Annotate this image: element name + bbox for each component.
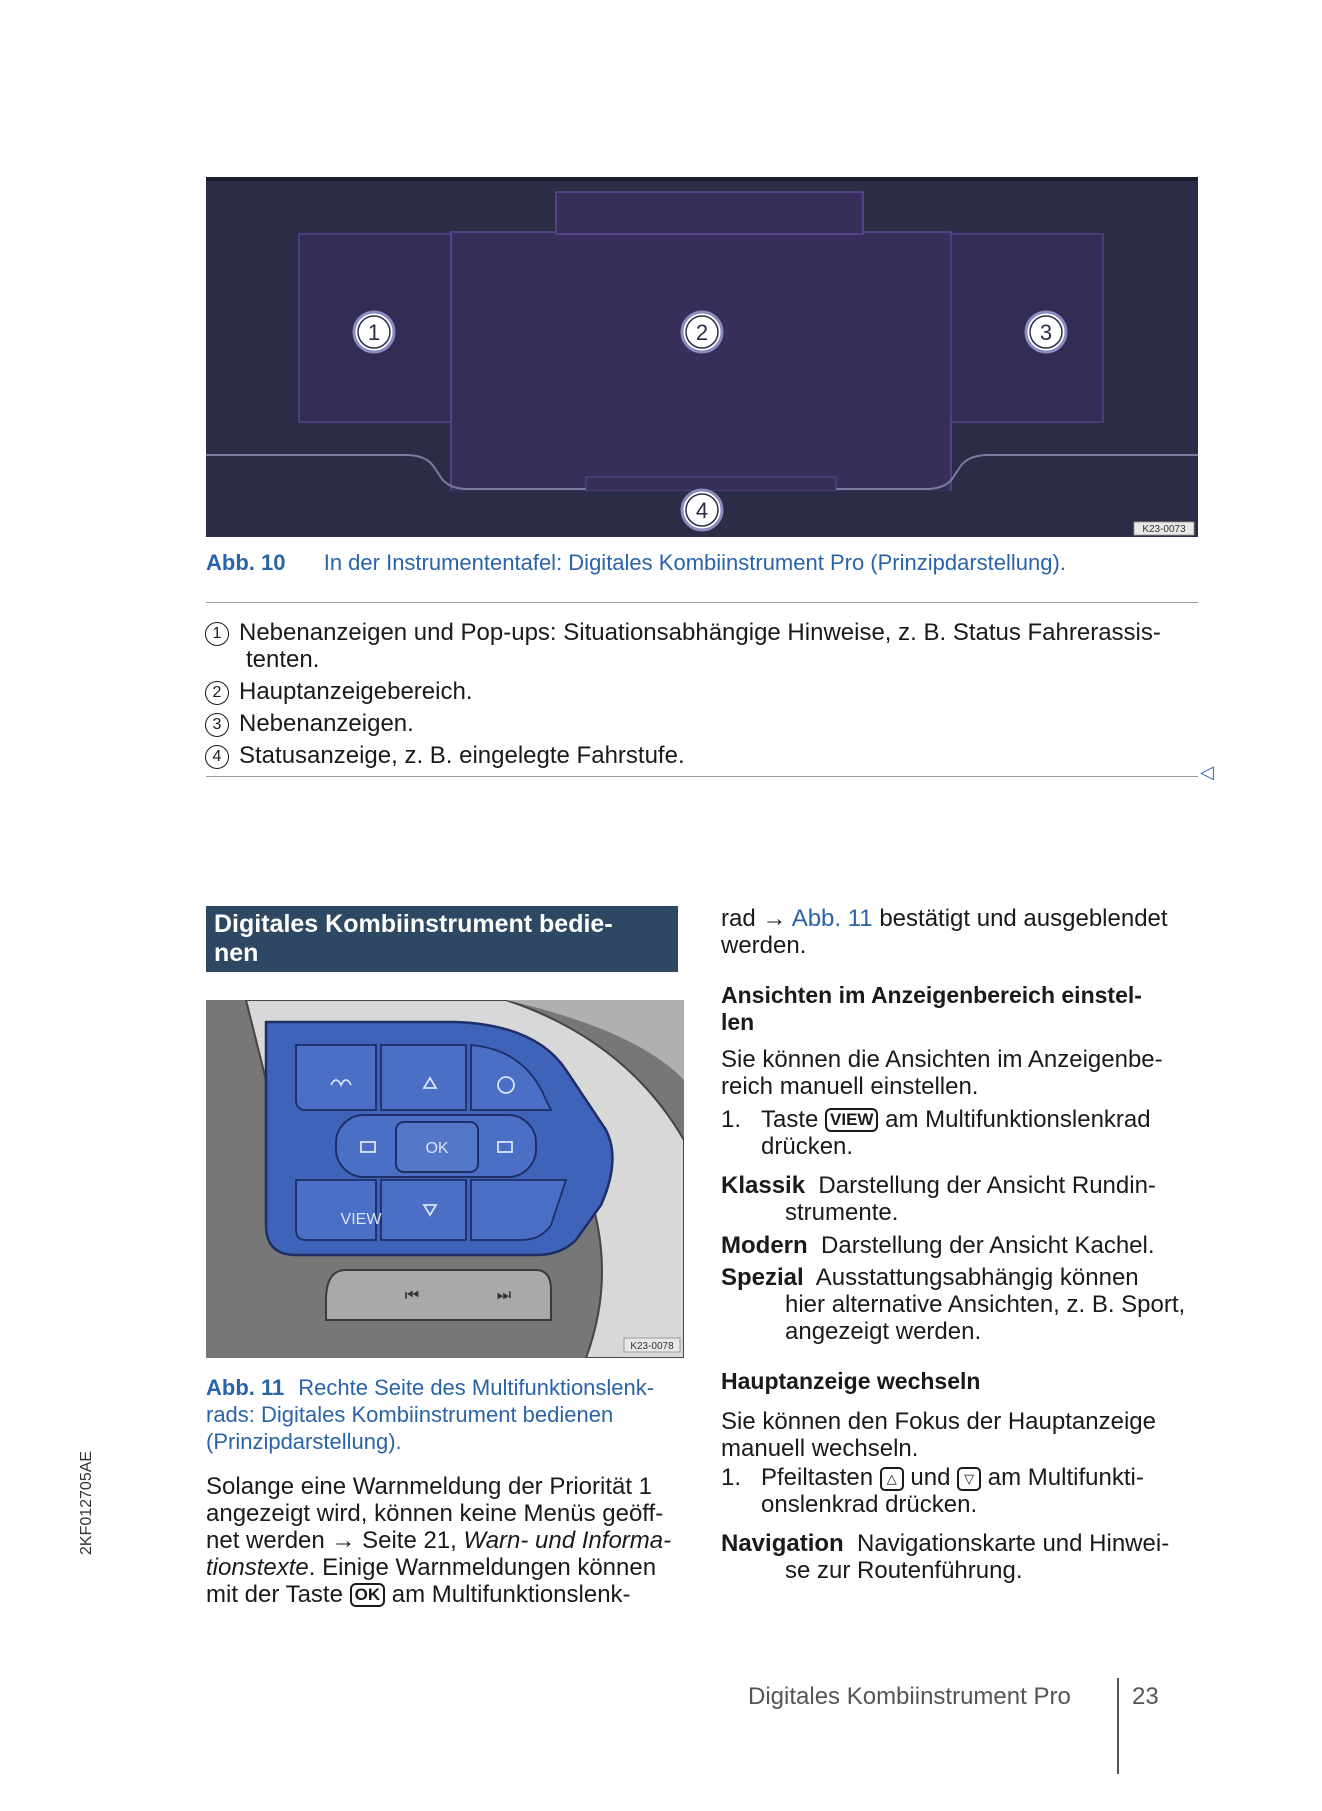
figure-10-code: K23-0073 <box>1142 524 1186 535</box>
legend-item-1: 1 Nebenanzeigen und Pop-ups: Situationsabhängige Hinweise, z. B. Status Fahrerassis- <box>205 619 1161 646</box>
legend-item-1-cont: tenten. <box>246 646 320 673</box>
legend-item-3: 3 Nebenanzeigen. <box>205 710 414 737</box>
svg-text:3: 3 <box>1039 320 1053 345</box>
figure-10-caption-text: In der Instrumententafel: Digitales Kombiinstrument Pro (Prinzipdarstellung). <box>323 550 1066 575</box>
paragraph-hauptanzeige: Sie können den Fokus der Hauptanzeige manuell wechseln. <box>721 1408 1156 1462</box>
def-navigation: Navigation Navigationskarte und Hinwei- se zur Routenführung. <box>721 1530 1170 1584</box>
legend-number-2: 2 <box>205 681 229 705</box>
def-spezial: Spezial Ausstattungsabhängig können hier alternative Ansichten, z. B. Sport, angezeigt werden. <box>721 1264 1186 1345</box>
svg-text:2: 2 <box>695 320 709 345</box>
step-arrows: 1. Pfeiltasten △ und ▽ am Multifunkti- onslenkrad drücken. <box>721 1464 1144 1518</box>
figure-10-cluster <box>206 177 1198 537</box>
def-klassik: Klassik Darstellung der Ansicht Rundin- strumente. <box>721 1172 1156 1226</box>
callout-4 <box>682 490 722 530</box>
section-heading: Digitales Kombiinstrument bedie- nen <box>206 906 678 972</box>
side-document-code: 2KF012705AE <box>78 1450 95 1555</box>
callout-3 <box>1026 312 1066 352</box>
def-modern: Modern Darstellung der Ansicht Kachel. <box>721 1232 1155 1259</box>
legend-number-1: 1 <box>205 622 229 646</box>
figure-11-caption: Abb. 11 Rechte Seite des Multifunktionslenk- rads: Digitales Kombiinstrument bedienen (Prinzipdarstellung). <box>206 1375 655 1454</box>
svg-text:4: 4 <box>695 498 709 523</box>
next-icon: ⏭ <box>496 1287 512 1304</box>
callout-2 <box>682 312 722 352</box>
link-abb-11[interactable]: Abb. 11 <box>791 905 873 932</box>
up-key-icon: △ <box>880 1467 904 1491</box>
view-key-icon: VIEW <box>825 1108 878 1132</box>
callout-1 <box>354 312 394 352</box>
divider-bottom <box>206 776 1198 777</box>
end-marker: ◁ <box>1200 762 1214 782</box>
footer-divider <box>1117 1678 1119 1774</box>
view-button-label: VIEW <box>340 1211 382 1228</box>
figure-11-code: K23-0078 <box>630 1341 674 1352</box>
footer-title: Digitales Kombiinstrument Pro <box>748 1683 1071 1710</box>
figure-10-label: Abb. 10 <box>206 550 286 575</box>
previous-icon: ⏮ <box>404 1287 420 1304</box>
left-body-text: Solange eine Warnmeldung der Priorität 1 angezeigt wird, können keine Menüs geöff- net werden → Seite 21, Warn- und Informa- tionstexte. Einige Warnmeldungen können mit der Taste OK am Multifunktionslenk- <box>206 1473 672 1608</box>
figure-11-steering-wheel <box>206 1000 684 1358</box>
heading-ansichten: Ansichten im Anzeigenbereich einstel- len <box>721 982 1142 1035</box>
legend-item-2: 2 Hauptanzeigebereich. <box>205 678 473 705</box>
figure-10-caption <box>206 549 1066 576</box>
legend-number-3: 3 <box>205 713 229 737</box>
legend-number-4: 4 <box>205 745 229 769</box>
ok-key-icon: OK <box>350 1583 386 1607</box>
step-view: 1. Taste VIEW am Multifunktionslenkrad drücken. <box>721 1106 1151 1160</box>
svg-text:1: 1 <box>367 320 381 345</box>
legend-item-4: 4 Statusanzeige, z. B. eingelegte Fahrstufe. <box>205 742 685 769</box>
page-number: 23 <box>1132 1683 1159 1710</box>
divider-top <box>206 602 1198 603</box>
heading-hauptanzeige: Hauptanzeige wechseln <box>721 1368 981 1394</box>
right-continuation: rad → Abb. 11 bestätigt und ausgeblendet werden. <box>721 905 1168 959</box>
ok-button-label: OK <box>425 1140 449 1157</box>
paragraph-ansichten: Sie können die Ansichten im Anzeigenbe- reich manuell einstellen. <box>721 1046 1163 1100</box>
down-key-icon: ▽ <box>957 1467 981 1491</box>
